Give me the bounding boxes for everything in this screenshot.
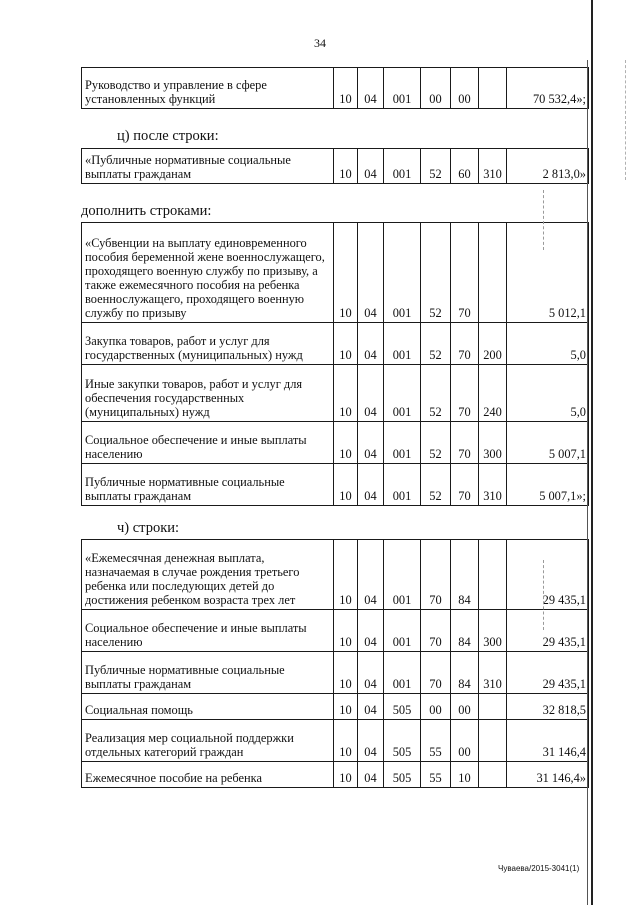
row-target-code-1: 001	[384, 323, 421, 365]
table-row	[82, 694, 589, 720]
row-amount: 29 435,1	[507, 652, 589, 694]
row-expense-type: 310	[479, 464, 507, 506]
row-target-code-2: 70	[421, 652, 451, 694]
row-name: «Ежемесячная денежная выплата, назначаемая в случае рождения третьего ребенка или последующих детей до достижения ребенком возраста трех лет	[82, 540, 334, 610]
page-number: 34	[314, 36, 326, 50]
row-target-code-1: 001	[384, 68, 421, 109]
row-target-code-2: 52	[421, 323, 451, 365]
row-target-code-3: 70	[451, 365, 479, 422]
scan-border-line-inner	[587, 60, 588, 905]
row-target-code-3: 84	[451, 610, 479, 652]
row-name: Социальное обеспечение и иные выплаты населению	[82, 610, 334, 652]
row-target-code-2: 52	[421, 149, 451, 184]
table-row	[82, 610, 589, 652]
row-expense-type	[479, 720, 507, 762]
row-section-code: 10	[334, 68, 358, 109]
row-amount: 5 007,1	[507, 422, 589, 464]
row-subsection-code: 04	[358, 422, 384, 464]
row-target-code-1: 505	[384, 720, 421, 762]
table-row	[82, 365, 589, 422]
section-heading-add: дополнить строками:	[81, 203, 212, 219]
row-target-code-2: 55	[421, 762, 451, 788]
row-subsection-code: 04	[358, 365, 384, 422]
row-target-code-2: 70	[421, 540, 451, 610]
row-section-code: 10	[334, 540, 358, 610]
row-target-code-1: 001	[384, 652, 421, 694]
row-amount: 70 532,4»;	[507, 68, 589, 109]
row-amount: 5 007,1»;	[507, 464, 589, 506]
row-amount: 32 818,5	[507, 694, 589, 720]
table-ts	[81, 148, 589, 184]
table-row	[82, 652, 589, 694]
row-amount: 5,0	[507, 365, 589, 422]
document-footer: Чуваева/2015-3041(1)	[498, 864, 580, 873]
row-target-code-2: 55	[421, 720, 451, 762]
row-target-code-2: 52	[421, 422, 451, 464]
row-target-code-2: 52	[421, 464, 451, 506]
row-target-code-1: 001	[384, 464, 421, 506]
row-expense-type: 310	[479, 149, 507, 184]
row-subsection-code: 04	[358, 323, 384, 365]
row-name: Иные закупки товаров, работ и услуг для обеспечения государственных (муниципальных) нужд	[82, 365, 334, 422]
row-target-code-3: 70	[451, 422, 479, 464]
row-amount: 2 813,0»	[507, 149, 589, 184]
table-row	[82, 68, 589, 109]
row-name: Ежемесячное пособие на ребенка	[82, 762, 334, 788]
row-amount: 31 146,4»	[507, 762, 589, 788]
row-target-code-2: 52	[421, 223, 451, 323]
row-amount: 5,0	[507, 323, 589, 365]
row-section-code: 10	[334, 720, 358, 762]
row-target-code-3: 00	[451, 720, 479, 762]
row-subsection-code: 04	[358, 223, 384, 323]
row-section-code: 10	[334, 694, 358, 720]
row-section-code: 10	[334, 149, 358, 184]
row-name: «Субвенции на выплату единовременного пособия беременной жене военнослужащего, проходящего военную службу по призыву, а также ежемесячного пособия на ребенка военнослужащего, проходящего военную службу по призыву	[82, 223, 334, 323]
row-subsection-code: 04	[358, 464, 384, 506]
section-heading-ch: ч) строки:	[117, 520, 180, 536]
row-target-code-3: 70	[451, 464, 479, 506]
row-section-code: 10	[334, 652, 358, 694]
row-section-code: 10	[334, 365, 358, 422]
row-expense-type: 240	[479, 365, 507, 422]
table-row	[82, 323, 589, 365]
table-row	[82, 762, 589, 788]
row-subsection-code: 04	[358, 652, 384, 694]
row-target-code-1: 001	[384, 365, 421, 422]
row-target-code-1: 001	[384, 540, 421, 610]
row-target-code-1: 001	[384, 149, 421, 184]
row-amount: 5 012,1	[507, 223, 589, 323]
row-subsection-code: 04	[358, 149, 384, 184]
row-name: Социальное обеспечение и иные выплаты населению	[82, 422, 334, 464]
row-target-code-1: 505	[384, 694, 421, 720]
row-expense-type: 310	[479, 652, 507, 694]
row-section-code: 10	[334, 610, 358, 652]
row-expense-type: 200	[479, 323, 507, 365]
row-target-code-3: 70	[451, 323, 479, 365]
row-amount: 29 435,1	[507, 540, 589, 610]
row-expense-type	[479, 540, 507, 610]
row-name: Руководство и управление в сфере установленных функций	[82, 68, 334, 109]
table-row	[82, 464, 589, 506]
row-subsection-code: 04	[358, 694, 384, 720]
scan-artifact	[543, 190, 544, 250]
section-heading-ts: ц) после строки:	[117, 128, 219, 144]
row-name: Публичные нормативные социальные выплаты гражданам	[82, 652, 334, 694]
row-target-code-2: 00	[421, 68, 451, 109]
row-subsection-code: 04	[358, 540, 384, 610]
table-top	[81, 67, 589, 109]
row-section-code: 10	[334, 223, 358, 323]
row-target-code-3: 70	[451, 223, 479, 323]
table-add	[81, 222, 589, 506]
row-name: «Публичные нормативные социальные выплаты гражданам	[82, 149, 334, 184]
row-amount: 31 146,4	[507, 720, 589, 762]
row-target-code-2: 70	[421, 610, 451, 652]
row-amount: 29 435,1	[507, 610, 589, 652]
row-expense-type	[479, 762, 507, 788]
table-row	[82, 720, 589, 762]
table-row	[82, 149, 589, 184]
row-section-code: 10	[334, 464, 358, 506]
table-row	[82, 422, 589, 464]
table-row	[82, 223, 589, 323]
row-target-code-3: 84	[451, 652, 479, 694]
row-target-code-1: 001	[384, 223, 421, 323]
row-target-code-3: 84	[451, 540, 479, 610]
scan-artifact	[625, 60, 626, 180]
scan-border-line	[591, 0, 593, 905]
row-subsection-code: 04	[358, 68, 384, 109]
row-target-code-1: 001	[384, 422, 421, 464]
row-target-code-3: 10	[451, 762, 479, 788]
row-expense-type	[479, 223, 507, 323]
row-section-code: 10	[334, 323, 358, 365]
row-target-code-1: 001	[384, 610, 421, 652]
row-name: Социальная помощь	[82, 694, 334, 720]
row-name: Реализация мер социальной поддержки отдельных категорий граждан	[82, 720, 334, 762]
row-section-code: 10	[334, 762, 358, 788]
row-target-code-3: 00	[451, 68, 479, 109]
row-section-code: 10	[334, 422, 358, 464]
scan-artifact	[543, 560, 544, 630]
row-name: Закупка товаров, работ и услуг для государственных (муниципальных) нужд	[82, 323, 334, 365]
table-row	[82, 540, 589, 610]
row-target-code-1: 505	[384, 762, 421, 788]
row-subsection-code: 04	[358, 762, 384, 788]
row-target-code-3: 00	[451, 694, 479, 720]
row-target-code-3: 60	[451, 149, 479, 184]
row-target-code-2: 00	[421, 694, 451, 720]
row-expense-type: 300	[479, 610, 507, 652]
row-expense-type	[479, 694, 507, 720]
row-subsection-code: 04	[358, 610, 384, 652]
row-expense-type	[479, 68, 507, 109]
row-expense-type: 300	[479, 422, 507, 464]
row-subsection-code: 04	[358, 720, 384, 762]
row-target-code-2: 52	[421, 365, 451, 422]
row-name: Публичные нормативные социальные выплаты гражданам	[82, 464, 334, 506]
table-ch	[81, 539, 589, 788]
